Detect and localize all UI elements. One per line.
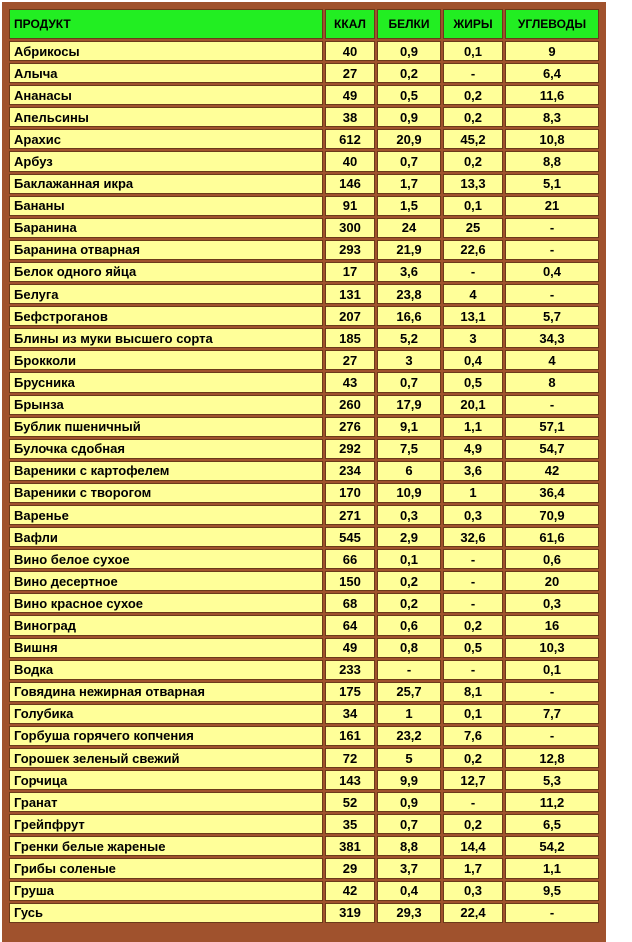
cell-name: Арахис (9, 129, 323, 149)
cell-protein: 0,9 (377, 792, 441, 812)
cell-kcal: 293 (325, 240, 375, 260)
cell-carbs: 70,9 (505, 505, 599, 525)
cell-carbs: 10,8 (505, 129, 599, 149)
cell-protein: 8,8 (377, 836, 441, 856)
cell-kcal: 612 (325, 129, 375, 149)
cell-kcal: 38 (325, 107, 375, 127)
cell-name: Горошек зеленый свежий (9, 748, 323, 768)
cell-name: Булочка сдобная (9, 439, 323, 459)
table-row (9, 836, 599, 856)
cell-kcal: 49 (325, 638, 375, 658)
cell-protein: 0,2 (377, 593, 441, 613)
table-row (9, 284, 599, 304)
cell-protein: 10,9 (377, 483, 441, 503)
cell-kcal: 49 (325, 85, 375, 105)
cell-kcal: 29 (325, 858, 375, 878)
header-fat: ЖИРЫ (443, 9, 503, 39)
cell-protein: 0,7 (377, 814, 441, 834)
cell-name: Виноград (9, 615, 323, 635)
cell-protein: 7,5 (377, 439, 441, 459)
cell-protein: 1,5 (377, 196, 441, 216)
cell-kcal: 72 (325, 748, 375, 768)
cell-carbs: - (505, 240, 599, 260)
cell-protein: 1,7 (377, 174, 441, 194)
cell-protein: 9,9 (377, 770, 441, 790)
cell-fat: 7,6 (443, 726, 503, 746)
table-row (9, 858, 599, 878)
cell-kcal: 42 (325, 881, 375, 901)
cell-fat: 1,7 (443, 858, 503, 878)
cell-fat: 0,5 (443, 638, 503, 658)
cell-protein: 9,1 (377, 417, 441, 437)
table-row (9, 593, 599, 613)
cell-fat: 25 (443, 218, 503, 238)
table-row (9, 792, 599, 812)
cell-carbs: 6,4 (505, 63, 599, 83)
table-row (9, 85, 599, 105)
cell-name: Варенье (9, 505, 323, 525)
table-row (9, 174, 599, 194)
cell-name: Голубика (9, 704, 323, 724)
cell-kcal: 52 (325, 792, 375, 812)
header-row (9, 9, 599, 39)
cell-fat: 4 (443, 284, 503, 304)
cell-fat: 0,3 (443, 881, 503, 901)
cell-name: Ананасы (9, 85, 323, 105)
cell-kcal: 91 (325, 196, 375, 216)
cell-kcal: 175 (325, 682, 375, 702)
table-row (9, 151, 599, 171)
cell-fat: 4,9 (443, 439, 503, 459)
cell-fat: 0,1 (443, 704, 503, 724)
cell-protein: 2,9 (377, 527, 441, 547)
cell-carbs: 34,3 (505, 328, 599, 348)
cell-fat: - (443, 549, 503, 569)
cell-name: Вишня (9, 638, 323, 658)
cell-kcal: 319 (325, 903, 375, 923)
table-row (9, 306, 599, 326)
cell-fat: - (443, 660, 503, 680)
cell-name: Вареники с картофелем (9, 461, 323, 481)
cell-fat: 0,3 (443, 505, 503, 525)
cell-kcal: 17 (325, 262, 375, 282)
cell-fat: 13,1 (443, 306, 503, 326)
cell-protein: 5,2 (377, 328, 441, 348)
cell-carbs: 4 (505, 350, 599, 370)
table-row (9, 527, 599, 547)
cell-fat: - (443, 792, 503, 812)
cell-carbs: 7,7 (505, 704, 599, 724)
cell-carbs: 8 (505, 372, 599, 392)
cell-kcal: 68 (325, 593, 375, 613)
cell-carbs: - (505, 903, 599, 923)
cell-kcal: 207 (325, 306, 375, 326)
cell-carbs: 54,7 (505, 439, 599, 459)
table-row (9, 262, 599, 282)
table-row (9, 218, 599, 238)
table-row (9, 129, 599, 149)
cell-fat: 1,1 (443, 417, 503, 437)
cell-fat: 14,4 (443, 836, 503, 856)
cell-carbs: - (505, 218, 599, 238)
cell-kcal: 66 (325, 549, 375, 569)
cell-carbs: 54,2 (505, 836, 599, 856)
cell-protein: 3,6 (377, 262, 441, 282)
table-row (9, 483, 599, 503)
cell-protein: 6 (377, 461, 441, 481)
cell-fat: 0,2 (443, 151, 503, 171)
cell-carbs: 42 (505, 461, 599, 481)
cell-carbs: 1,1 (505, 858, 599, 878)
cell-name: Абрикосы (9, 41, 323, 61)
cell-name: Белок одного яйца (9, 262, 323, 282)
cell-carbs: 5,7 (505, 306, 599, 326)
cell-carbs: - (505, 284, 599, 304)
cell-kcal: 131 (325, 284, 375, 304)
cell-fat: 0,2 (443, 748, 503, 768)
cell-fat: 0,2 (443, 814, 503, 834)
nutrition-table (7, 7, 601, 925)
cell-kcal: 40 (325, 151, 375, 171)
table-row (9, 372, 599, 392)
cell-name: Гранат (9, 792, 323, 812)
table-row (9, 615, 599, 635)
cell-protein: 0,9 (377, 41, 441, 61)
cell-protein: 0,7 (377, 151, 441, 171)
cell-protein: 5 (377, 748, 441, 768)
cell-fat: 0,1 (443, 41, 503, 61)
cell-kcal: 150 (325, 571, 375, 591)
cell-kcal: 161 (325, 726, 375, 746)
cell-carbs: 16 (505, 615, 599, 635)
cell-protein: 0,5 (377, 85, 441, 105)
cell-name: Горчица (9, 770, 323, 790)
cell-protein: 0,8 (377, 638, 441, 658)
cell-name: Алыча (9, 63, 323, 83)
cell-kcal: 271 (325, 505, 375, 525)
cell-protein: 0,1 (377, 549, 441, 569)
cell-name: Грибы соленые (9, 858, 323, 878)
cell-name: Вино десертное (9, 571, 323, 591)
cell-carbs: 8,8 (505, 151, 599, 171)
cell-fat: 3,6 (443, 461, 503, 481)
cell-name: Брынза (9, 395, 323, 415)
table-row (9, 748, 599, 768)
table-row (9, 704, 599, 724)
cell-protein: 0,3 (377, 505, 441, 525)
cell-kcal: 35 (325, 814, 375, 834)
cell-kcal: 143 (325, 770, 375, 790)
cell-name: Бублик пшеничный (9, 417, 323, 437)
cell-name: Вареники с творогом (9, 483, 323, 503)
cell-protein: 25,7 (377, 682, 441, 702)
cell-kcal: 234 (325, 461, 375, 481)
table-row (9, 439, 599, 459)
cell-protein: - (377, 660, 441, 680)
cell-name: Брусника (9, 372, 323, 392)
table-row (9, 63, 599, 83)
cell-name: Водка (9, 660, 323, 680)
header-protein: БЕЛКИ (377, 9, 441, 39)
cell-kcal: 233 (325, 660, 375, 680)
cell-carbs: - (505, 726, 599, 746)
cell-protein: 0,9 (377, 107, 441, 127)
cell-name: Горбуша горячего копчения (9, 726, 323, 746)
cell-kcal: 276 (325, 417, 375, 437)
cell-name: Говядина нежирная отварная (9, 682, 323, 702)
cell-carbs: 0,1 (505, 660, 599, 680)
table-row (9, 240, 599, 260)
cell-fat: 0,2 (443, 615, 503, 635)
table-row (9, 770, 599, 790)
cell-carbs: 61,6 (505, 527, 599, 547)
cell-fat: - (443, 63, 503, 83)
cell-fat: 12,7 (443, 770, 503, 790)
cell-protein: 17,9 (377, 395, 441, 415)
cell-carbs: 6,5 (505, 814, 599, 834)
table-row (9, 660, 599, 680)
header-product: ПРОДУКТ (9, 9, 323, 39)
cell-kcal: 300 (325, 218, 375, 238)
cell-name: Брокколи (9, 350, 323, 370)
cell-carbs: 12,8 (505, 748, 599, 768)
cell-protein: 0,7 (377, 372, 441, 392)
cell-protein: 23,2 (377, 726, 441, 746)
cell-fat: 22,4 (443, 903, 503, 923)
cell-carbs: 9,5 (505, 881, 599, 901)
cell-carbs: 57,1 (505, 417, 599, 437)
cell-name: Вино красное сухое (9, 593, 323, 613)
table-row (9, 350, 599, 370)
cell-name: Вино белое сухое (9, 549, 323, 569)
cell-protein: 21,9 (377, 240, 441, 260)
cell-name: Вафли (9, 527, 323, 547)
cell-name: Баранина (9, 218, 323, 238)
cell-name: Гусь (9, 903, 323, 923)
cell-carbs: - (505, 682, 599, 702)
cell-fat: 0,1 (443, 196, 503, 216)
cell-kcal: 34 (325, 704, 375, 724)
cell-protein: 23,8 (377, 284, 441, 304)
cell-kcal: 64 (325, 615, 375, 635)
cell-kcal: 43 (325, 372, 375, 392)
cell-kcal: 292 (325, 439, 375, 459)
cell-protein: 16,6 (377, 306, 441, 326)
cell-name: Баранина отварная (9, 240, 323, 260)
cell-name: Бефстроганов (9, 306, 323, 326)
table-row (9, 417, 599, 437)
cell-carbs: 21 (505, 196, 599, 216)
cell-protein: 0,6 (377, 615, 441, 635)
cell-carbs: - (505, 395, 599, 415)
cell-name: Блины из муки высшего сорта (9, 328, 323, 348)
table-row (9, 395, 599, 415)
cell-protein: 0,2 (377, 63, 441, 83)
cell-name: Баклажанная икра (9, 174, 323, 194)
table-row (9, 638, 599, 658)
cell-carbs: 5,3 (505, 770, 599, 790)
table-row (9, 903, 599, 923)
cell-fat: 8,1 (443, 682, 503, 702)
cell-fat: 22,6 (443, 240, 503, 260)
cell-carbs: 20 (505, 571, 599, 591)
table-row (9, 682, 599, 702)
cell-kcal: 381 (325, 836, 375, 856)
cell-carbs: 8,3 (505, 107, 599, 127)
table-row (9, 505, 599, 525)
table-row (9, 726, 599, 746)
cell-name: Гренки белые жареные (9, 836, 323, 856)
cell-protein: 20,9 (377, 129, 441, 149)
cell-name: Груша (9, 881, 323, 901)
cell-name: Грейпфрут (9, 814, 323, 834)
table-row (9, 881, 599, 901)
cell-name: Белуга (9, 284, 323, 304)
table-row (9, 814, 599, 834)
cell-protein: 1 (377, 704, 441, 724)
table-row (9, 571, 599, 591)
cell-carbs: 11,2 (505, 792, 599, 812)
cell-fat: 20,1 (443, 395, 503, 415)
cell-kcal: 170 (325, 483, 375, 503)
table-row (9, 107, 599, 127)
cell-protein: 3,7 (377, 858, 441, 878)
cell-name: Арбуз (9, 151, 323, 171)
table-row (9, 461, 599, 481)
cell-fat: 3 (443, 328, 503, 348)
cell-fat: 0,2 (443, 107, 503, 127)
cell-carbs: 10,3 (505, 638, 599, 658)
cell-kcal: 260 (325, 395, 375, 415)
cell-protein: 24 (377, 218, 441, 238)
table-row (9, 41, 599, 61)
cell-kcal: 40 (325, 41, 375, 61)
table-row (9, 549, 599, 569)
header-carbs: УГЛЕВОДЫ (505, 9, 599, 39)
cell-protein: 0,2 (377, 571, 441, 591)
cell-carbs: 5,1 (505, 174, 599, 194)
cell-protein: 3 (377, 350, 441, 370)
cell-name: Апельсины (9, 107, 323, 127)
cell-fat: 1 (443, 483, 503, 503)
table-row (9, 196, 599, 216)
cell-fat: 45,2 (443, 129, 503, 149)
cell-carbs: 0,4 (505, 262, 599, 282)
cell-kcal: 27 (325, 63, 375, 83)
cell-kcal: 146 (325, 174, 375, 194)
cell-fat: - (443, 262, 503, 282)
cell-carbs: 9 (505, 41, 599, 61)
cell-protein: 0,4 (377, 881, 441, 901)
cell-fat: 0,4 (443, 350, 503, 370)
cell-fat: - (443, 593, 503, 613)
cell-carbs: 11,6 (505, 85, 599, 105)
cell-kcal: 185 (325, 328, 375, 348)
cell-fat: - (443, 571, 503, 591)
cell-fat: 32,6 (443, 527, 503, 547)
cell-fat: 13,3 (443, 174, 503, 194)
cell-name: Бананы (9, 196, 323, 216)
cell-protein: 29,3 (377, 903, 441, 923)
cell-kcal: 27 (325, 350, 375, 370)
cell-carbs: 36,4 (505, 483, 599, 503)
cell-fat: 0,5 (443, 372, 503, 392)
cell-carbs: 0,3 (505, 593, 599, 613)
table-frame (2, 2, 606, 942)
header-kcal: ККАЛ (325, 9, 375, 39)
table-row (9, 328, 599, 348)
cell-carbs: 0,6 (505, 549, 599, 569)
cell-kcal: 545 (325, 527, 375, 547)
cell-fat: 0,2 (443, 85, 503, 105)
